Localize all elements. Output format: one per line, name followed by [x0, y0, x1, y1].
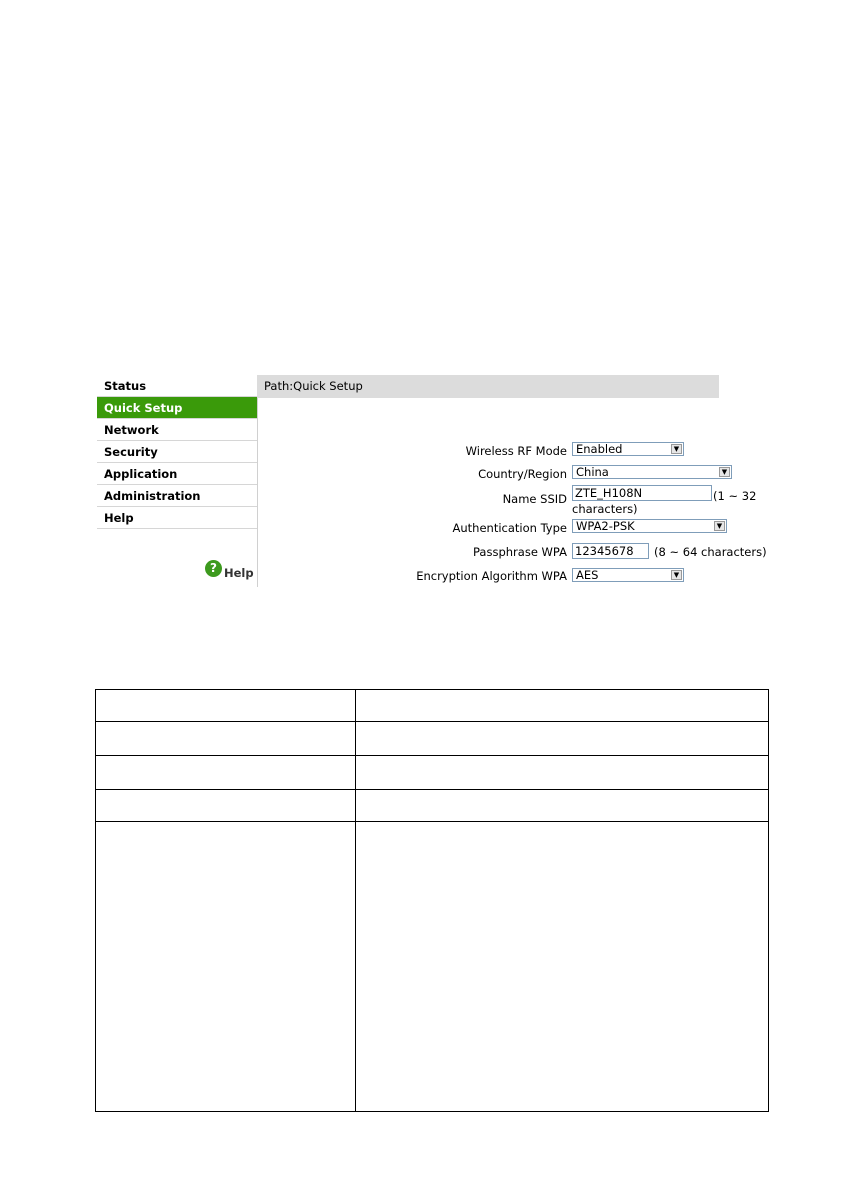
table-cell — [96, 790, 356, 822]
passphrase-label: Passphrase WPA — [473, 545, 567, 559]
router-quick-setup-screenshot — [97, 375, 767, 587]
sidebar — [97, 375, 258, 587]
encryption-algorithm-select[interactable] — [572, 568, 684, 582]
sidebar-item-network[interactable]: Network — [97, 419, 257, 441]
table-cell — [96, 756, 356, 790]
breadcrumb: Path:Quick Setup — [257, 375, 719, 398]
help-link-label: Help — [224, 566, 254, 580]
table-row — [96, 690, 769, 722]
encryption-algorithm-label: Encryption Algorithm WPA — [416, 569, 567, 583]
table-cell — [96, 690, 356, 722]
ssid-hint-continued: characters) — [572, 502, 638, 516]
encryption-algorithm-value: AES — [576, 568, 599, 582]
country-region-value: China — [576, 465, 609, 479]
sidebar-item-help[interactable]: Help — [97, 507, 257, 529]
authentication-type-value: WPA2-PSK — [576, 519, 635, 533]
document-table — [95, 689, 769, 1112]
table-cell — [356, 790, 769, 822]
quick-setup-form — [257, 398, 767, 587]
table-row — [96, 790, 769, 822]
sidebar-item-quick-setup[interactable]: Quick Setup — [97, 397, 257, 419]
authentication-type-label: Authentication Type — [452, 521, 567, 535]
table-row — [96, 722, 769, 756]
sidebar-item-application[interactable]: Application — [97, 463, 257, 485]
question-mark-icon: ? — [205, 560, 222, 577]
wireless-rf-mode-value: Enabled — [576, 442, 623, 456]
wireless-rf-mode-select[interactable] — [572, 442, 684, 456]
chevron-down-icon: ▼ — [671, 570, 682, 580]
table-row — [96, 822, 769, 1112]
table-row — [96, 756, 769, 790]
ssid-hint: (1 ~ 32 — [713, 489, 757, 503]
chevron-down-icon: ▼ — [671, 444, 682, 454]
country-region-select[interactable] — [572, 465, 732, 479]
chevron-down-icon: ▼ — [719, 467, 730, 477]
table-cell — [96, 722, 356, 756]
sidebar-item-status[interactable]: Status — [97, 375, 257, 397]
sidebar-item-security[interactable]: Security — [97, 441, 257, 463]
ssid-input[interactable]: ZTE_H108N — [572, 485, 712, 501]
name-ssid-label: Name SSID — [502, 492, 567, 506]
passphrase-hint: (8 ~ 64 characters) — [654, 545, 767, 559]
country-region-label: Country/Region — [478, 467, 567, 481]
table-cell — [96, 822, 356, 1112]
chevron-down-icon: ▼ — [714, 521, 725, 531]
table-cell — [356, 690, 769, 722]
table-cell — [356, 822, 769, 1112]
table-cell — [356, 756, 769, 790]
sidebar-item-administration[interactable]: Administration — [97, 485, 257, 507]
authentication-type-select[interactable] — [572, 519, 727, 533]
wireless-rf-mode-label: Wireless RF Mode — [465, 444, 567, 458]
passphrase-input[interactable]: 12345678 — [572, 543, 649, 559]
table-cell — [356, 722, 769, 756]
